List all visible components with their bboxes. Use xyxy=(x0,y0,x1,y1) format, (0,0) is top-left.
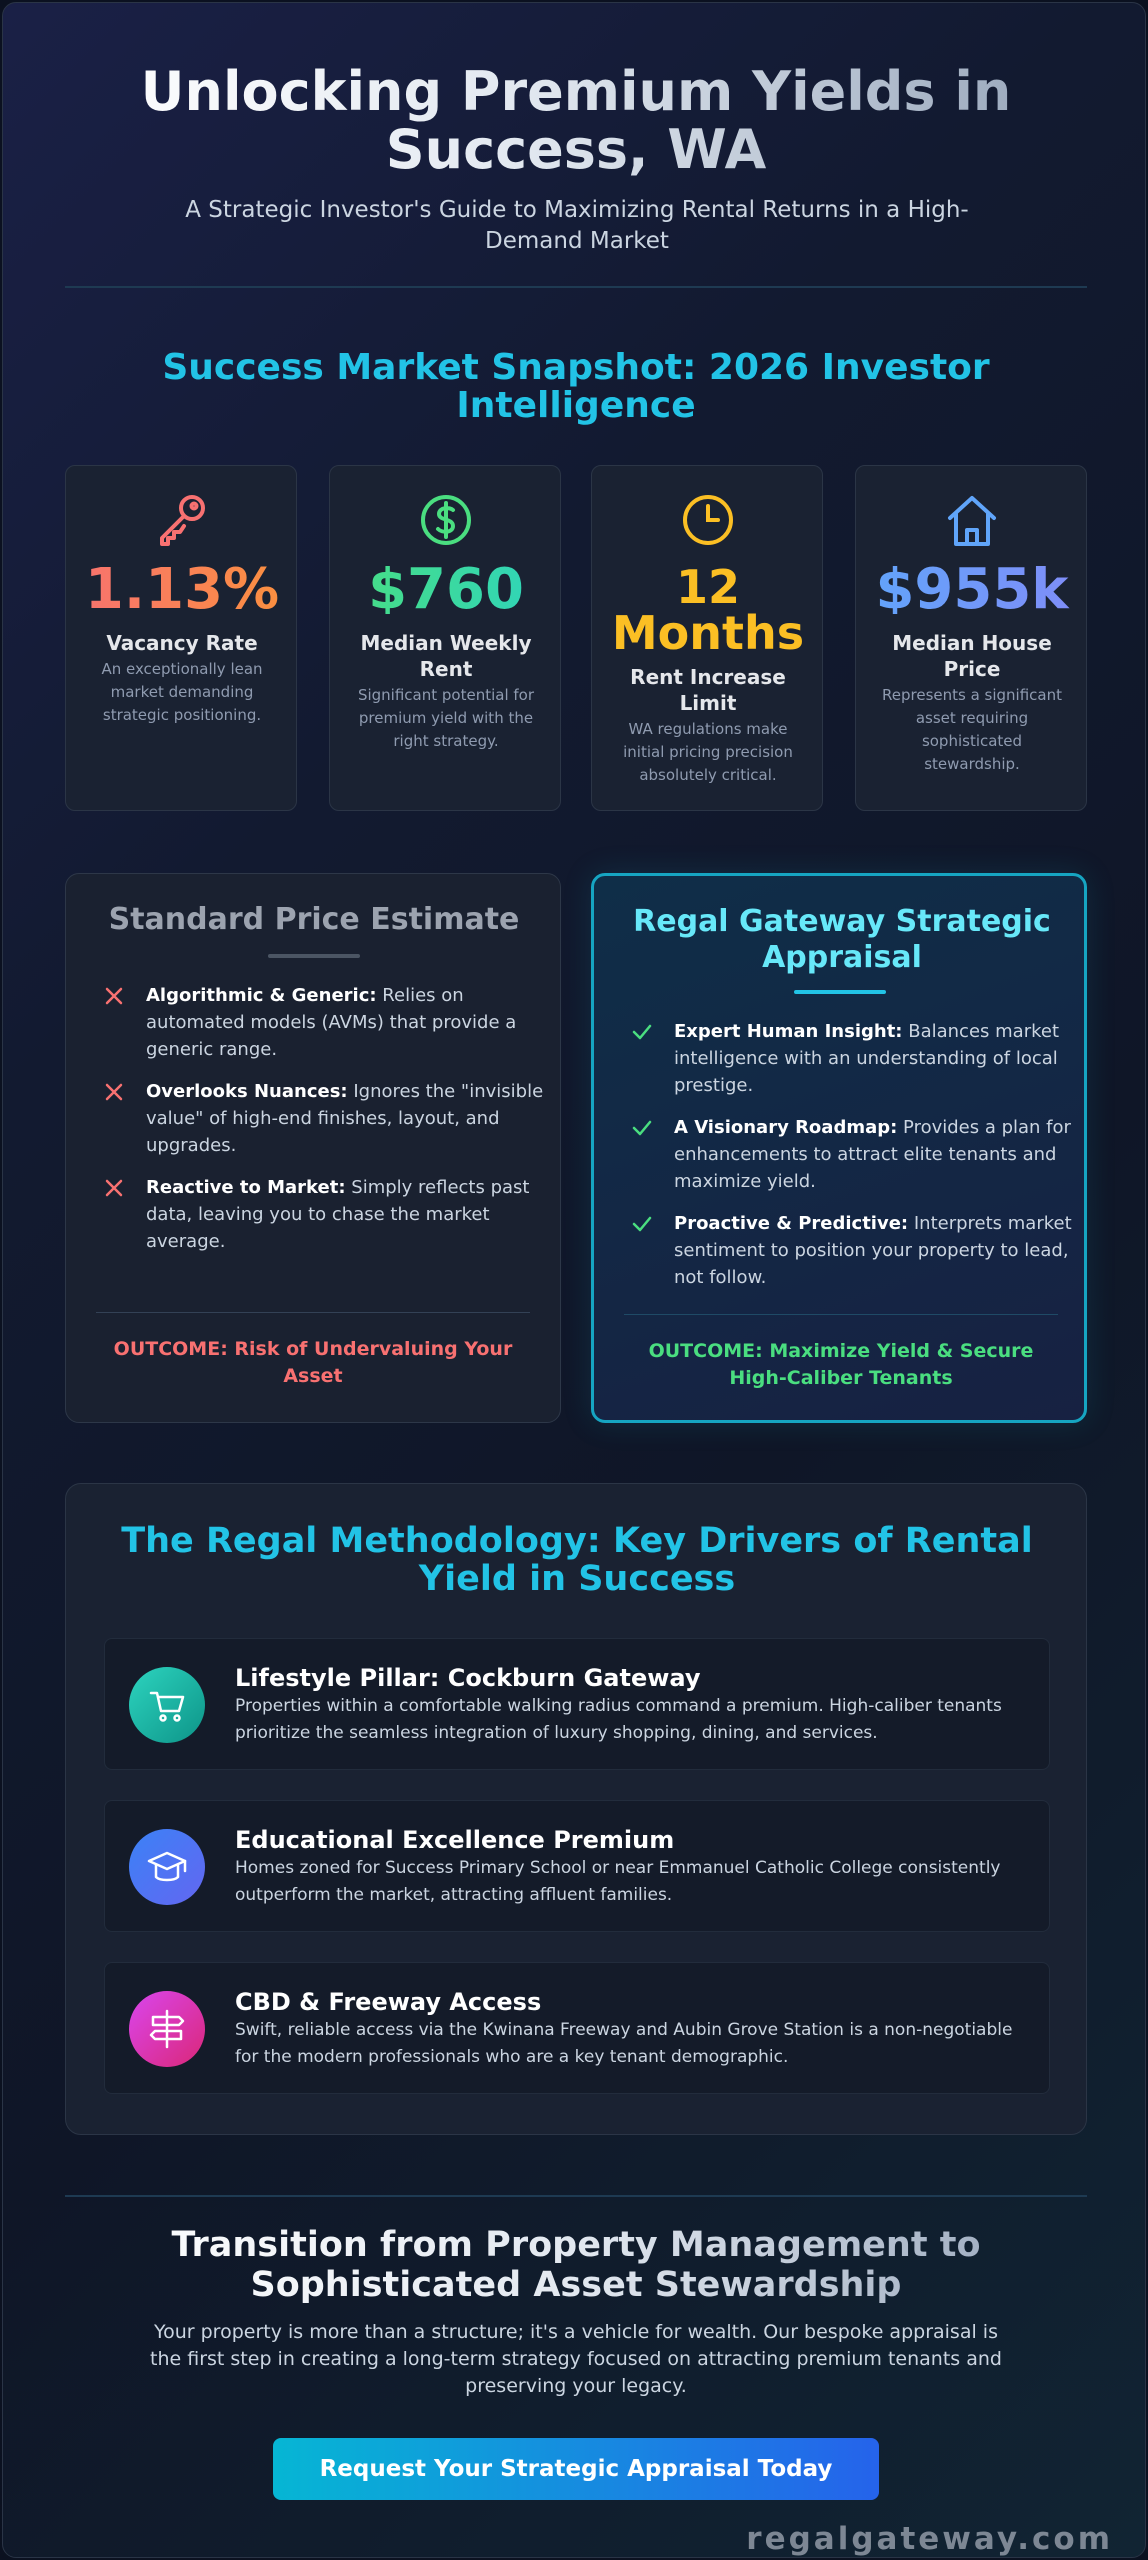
stat-description: An exceptionally lean market demanding strategic positioning. xyxy=(101,660,263,724)
road-sign-icon xyxy=(145,2007,189,2051)
item-text: Ignores the "invisible value" of high-end finishes, layout, and upgrades. xyxy=(146,1081,544,1156)
check-icon xyxy=(630,1212,654,1236)
standard-estimate-card xyxy=(65,873,561,1423)
methodology-title: The Regal Methodology: Key Drivers of Rental Yield in Success xyxy=(121,1521,1033,1599)
card-divider xyxy=(96,1312,530,1313)
item-heading: Proactive & Predictive: xyxy=(674,1213,909,1234)
snapshot-title: Success Market Snapshot: 2026 Investor Intelligence xyxy=(162,347,990,426)
driver-description: Homes zoned for Success Primary School or near Emmanuel Catholic College consistently outperform the market, attracting affluent families. xyxy=(235,1858,1001,1905)
stat-label: Vacancy Rate xyxy=(106,631,258,655)
cross-icon xyxy=(102,1080,126,1104)
item-text: Relies on automated models (AVMs) that provide a generic range. xyxy=(146,985,517,1060)
item-heading: Overlooks Nuances: xyxy=(146,1081,348,1102)
footer-title: Transition from Property Management to Sophisticated Asset Stewardship xyxy=(65,2225,1087,2305)
driver-description: Properties within a comfortable walking radius command a premium. High-caliber tenants prioritize the seamless integration of luxury shopping, dining, and services. xyxy=(235,1696,1002,1743)
stat-value: $955k xyxy=(856,566,1088,614)
dollar-icon xyxy=(416,490,476,550)
standard-title: Standard Price Estimate xyxy=(108,902,520,937)
item-heading: Reactive to Market: xyxy=(146,1177,346,1198)
stat-label: Median Weekly Rent xyxy=(360,631,532,681)
page-title: Unlocking Premium Yields in Success, WA xyxy=(65,63,1087,179)
item-text: Interprets market sentiment to position your property to lead, not follow. xyxy=(674,1213,1072,1288)
stat-card-house-price xyxy=(855,465,1087,811)
driver-description: Swift, reliable access via the Kwinana Freeway and Aubin Grove Station is a non-negotiable for the modern professionals who are a key tenant demographic. xyxy=(235,2020,1013,2067)
stat-value: 1.13% xyxy=(66,566,298,614)
stat-value: 12 Months xyxy=(611,560,805,660)
regal-outcome: OUTCOME: Maximize Yield & Secure High-Caliber Tenants xyxy=(648,1340,1034,1389)
item-text: Provides a plan for enhancements to attract elite tenants and maximize yield. xyxy=(674,1117,1071,1192)
footer-body: Your property is more than a structure; it's a vehicle for wealth. Our bespoke appraisal is the first step in creating a long-term strategy focused on attracting premium tenants and preserving your legacy. xyxy=(150,2321,1002,2397)
icon-circle xyxy=(129,1991,205,2067)
driver-card-access xyxy=(104,1962,1050,2094)
check-icon xyxy=(630,1020,654,1044)
cross-icon xyxy=(102,1176,126,1200)
graduation-cap-icon xyxy=(145,1845,189,1889)
driver-card-education xyxy=(104,1800,1050,1932)
house-icon xyxy=(942,490,1002,550)
infographic-page xyxy=(2,2,1146,2558)
key-icon xyxy=(152,490,212,550)
stat-description: WA regulations make initial pricing precision absolutely critical. xyxy=(623,720,793,784)
check-icon xyxy=(630,1116,654,1140)
stat-value: $760 xyxy=(330,566,562,614)
cross-icon xyxy=(102,984,126,1008)
page-subtitle: A Strategic Investor's Guide to Maximizing Rental Returns in a High-Demand Market xyxy=(185,197,969,254)
driver-title: Lifestyle Pillar: Cockburn Gateway xyxy=(235,1664,701,1692)
item-text: Balances market intelligence with an understanding of local prestige. xyxy=(674,1021,1060,1096)
clock-icon xyxy=(678,490,738,550)
stat-label: Rent Increase Limit xyxy=(630,665,786,715)
stat-label: Median House Price xyxy=(892,631,1052,681)
stat-description: Represents a significant asset requiring sophisticated stewardship. xyxy=(882,686,1062,773)
stat-card-rent-limit xyxy=(591,465,823,811)
shopping-cart-icon xyxy=(145,1683,189,1727)
card-divider xyxy=(624,1314,1058,1315)
title-underline xyxy=(794,990,886,994)
title-underline xyxy=(268,954,360,958)
stat-card-vacancy xyxy=(65,465,297,811)
item-text: Simply reflects past data, leaving you to chase the market average. xyxy=(146,1177,530,1252)
driver-title: CBD & Freeway Access xyxy=(235,1988,542,2016)
stat-description: Significant potential for premium yield with the right strategy. xyxy=(357,686,535,750)
item-heading: A Visionary Roadmap: xyxy=(674,1117,898,1138)
stat-card-rent xyxy=(329,465,561,811)
driver-title: Educational Excellence Premium xyxy=(235,1826,675,1854)
watermark: regalgateway.com xyxy=(746,2521,1113,2557)
regal-title: Regal Gateway Strategic Appraisal xyxy=(633,904,1051,975)
icon-circle xyxy=(129,1667,205,1743)
footer-divider xyxy=(65,2195,1087,2197)
item-heading: Expert Human Insight: xyxy=(674,1021,903,1042)
icon-circle xyxy=(129,1829,205,1905)
driver-card-lifestyle xyxy=(104,1638,1050,1770)
standard-outcome: OUTCOME: Risk of Undervaluing Your Asset xyxy=(113,1338,513,1387)
header-divider xyxy=(65,286,1087,288)
regal-appraisal-card xyxy=(591,873,1087,1423)
request-appraisal-button[interactable]: Request Your Strategic Appraisal Today xyxy=(273,2438,879,2500)
item-heading: Algorithmic & Generic: xyxy=(146,985,377,1006)
methodology-section xyxy=(65,1483,1087,2135)
